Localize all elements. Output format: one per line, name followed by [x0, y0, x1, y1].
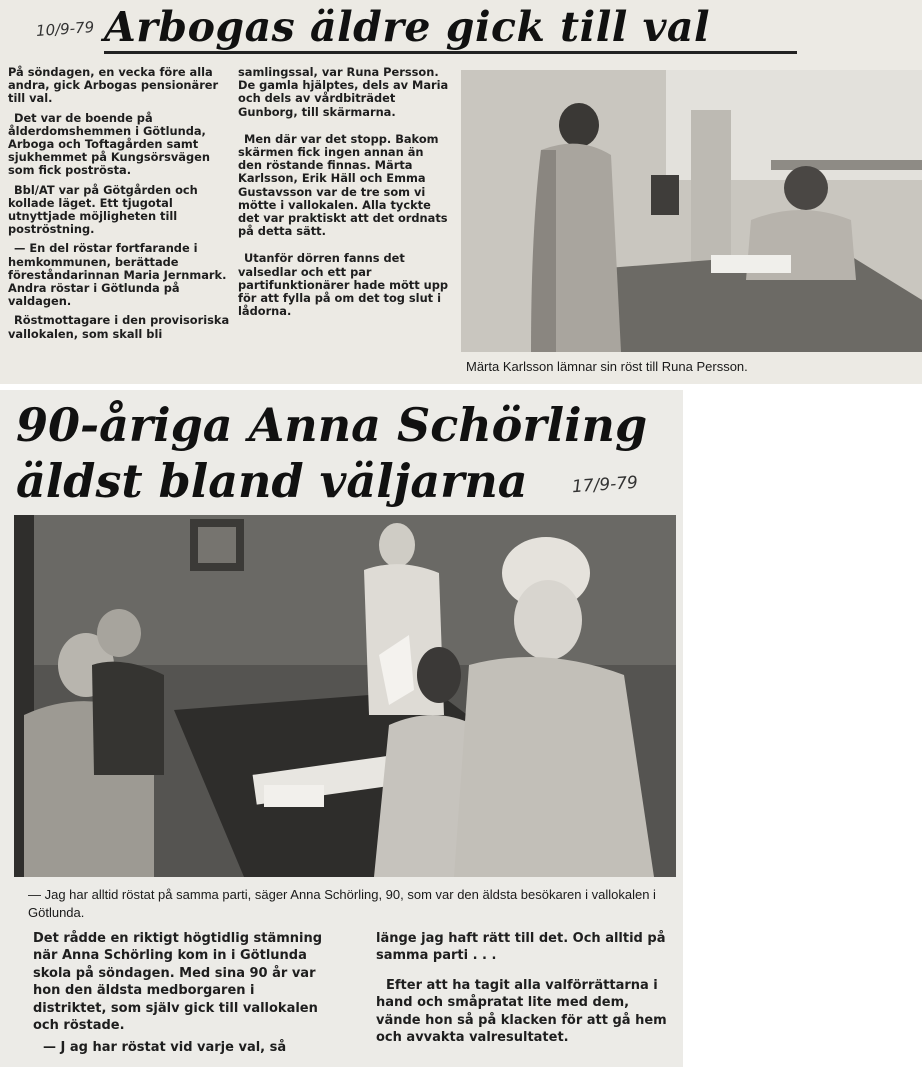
article1-column-2 [238, 66, 450, 324]
headline-rule [104, 51, 797, 54]
article2-photo [14, 515, 676, 877]
article1-column-1 [8, 66, 236, 347]
paragraph: Det rådde en riktigt högtidlig stämning när Anna Schörling kom in i Götlunda skola på söndagen. Med sina 90 år var hon den äldsta medborgaren i distriktet, som själv gick till vallokalen och röstade. [33, 931, 323, 1034]
paragraph: samlingssal, var Runa Persson. De gamla hjälptes, dels av Maria och dels av vårdbiträdet Gunborg, till skärmarna. [238, 65, 449, 119]
article1-photo-caption: Märta Karlsson lämnar sin röst till Runa Persson. [466, 359, 748, 374]
paragraph: Bbl/AT var på Götgården och kollade läget. Ett tjugotal utnyttjade möjligheten till poströstning. [8, 182, 198, 237]
handwritten-date-2: 17/9-79 [571, 472, 639, 498]
handwritten-date-1: 10/9-79 [35, 17, 95, 41]
paragraph: På söndagen, en vecka före alla andra, gick Arbogas pensionärer till val. [8, 65, 219, 106]
article2-headline-line-1: 90-åriga Anna Schörling [16, 398, 648, 452]
article2-column-1 [33, 930, 331, 1062]
paragraph: länge jag haft rätt till det. Och alltid på samma parti . . . [376, 931, 666, 964]
article1-headline: Arbogas äldre gick till val [104, 3, 711, 51]
article1-photo [461, 70, 922, 352]
article2-headline-line-2: äldst bland väljarna [16, 454, 528, 508]
paragraph: Men där var det stopp. Bakom skärmen fick ingen annan än den röstande finnas. Märta Karlsson, Erik Häll och Emma Gustavsson var de tre som vi mötte i vallokalen. Alla tyckte det var praktiskt att det ordnats på detta sätt. [238, 131, 448, 239]
paragraph: Det var de boende på ålderdomshemmen i Götlunda, Arboga och Toftagården samt sjukhemmet på Kungsörsvägen som fick poströsta. [8, 110, 210, 178]
paragraph: Röstmottagare i den provisoriska vallokalen, som skall bli [8, 313, 230, 341]
paragraph: Efter att ha tagit alla valförrättarna i hand och småpratat lite med dem, vände hon så på klacken för att gå hem och avvakta valresultatet. [376, 977, 667, 1046]
paragraph: Utanför dörren fanns det valsedlar och ett par partifunktionärer hade mött upp för att fylla på om det tog slut i lådorna. [238, 251, 449, 319]
paragraph: — En del röstar fortfarande i hemkommunen, berättade föreståndarinnan Maria Jernmark. Andra röstar i Götlunda på valdagen. [8, 241, 227, 309]
paragraph: — J ag har röstat vid varje val, så [43, 1040, 287, 1056]
article2-column-2 [376, 930, 676, 1051]
article2-photo-caption: — Jag har alltid röstat på samma parti, säger Anna Schörling, 90, som var den äldsta besökaren i vallokalen i Götlunda. [28, 887, 656, 920]
